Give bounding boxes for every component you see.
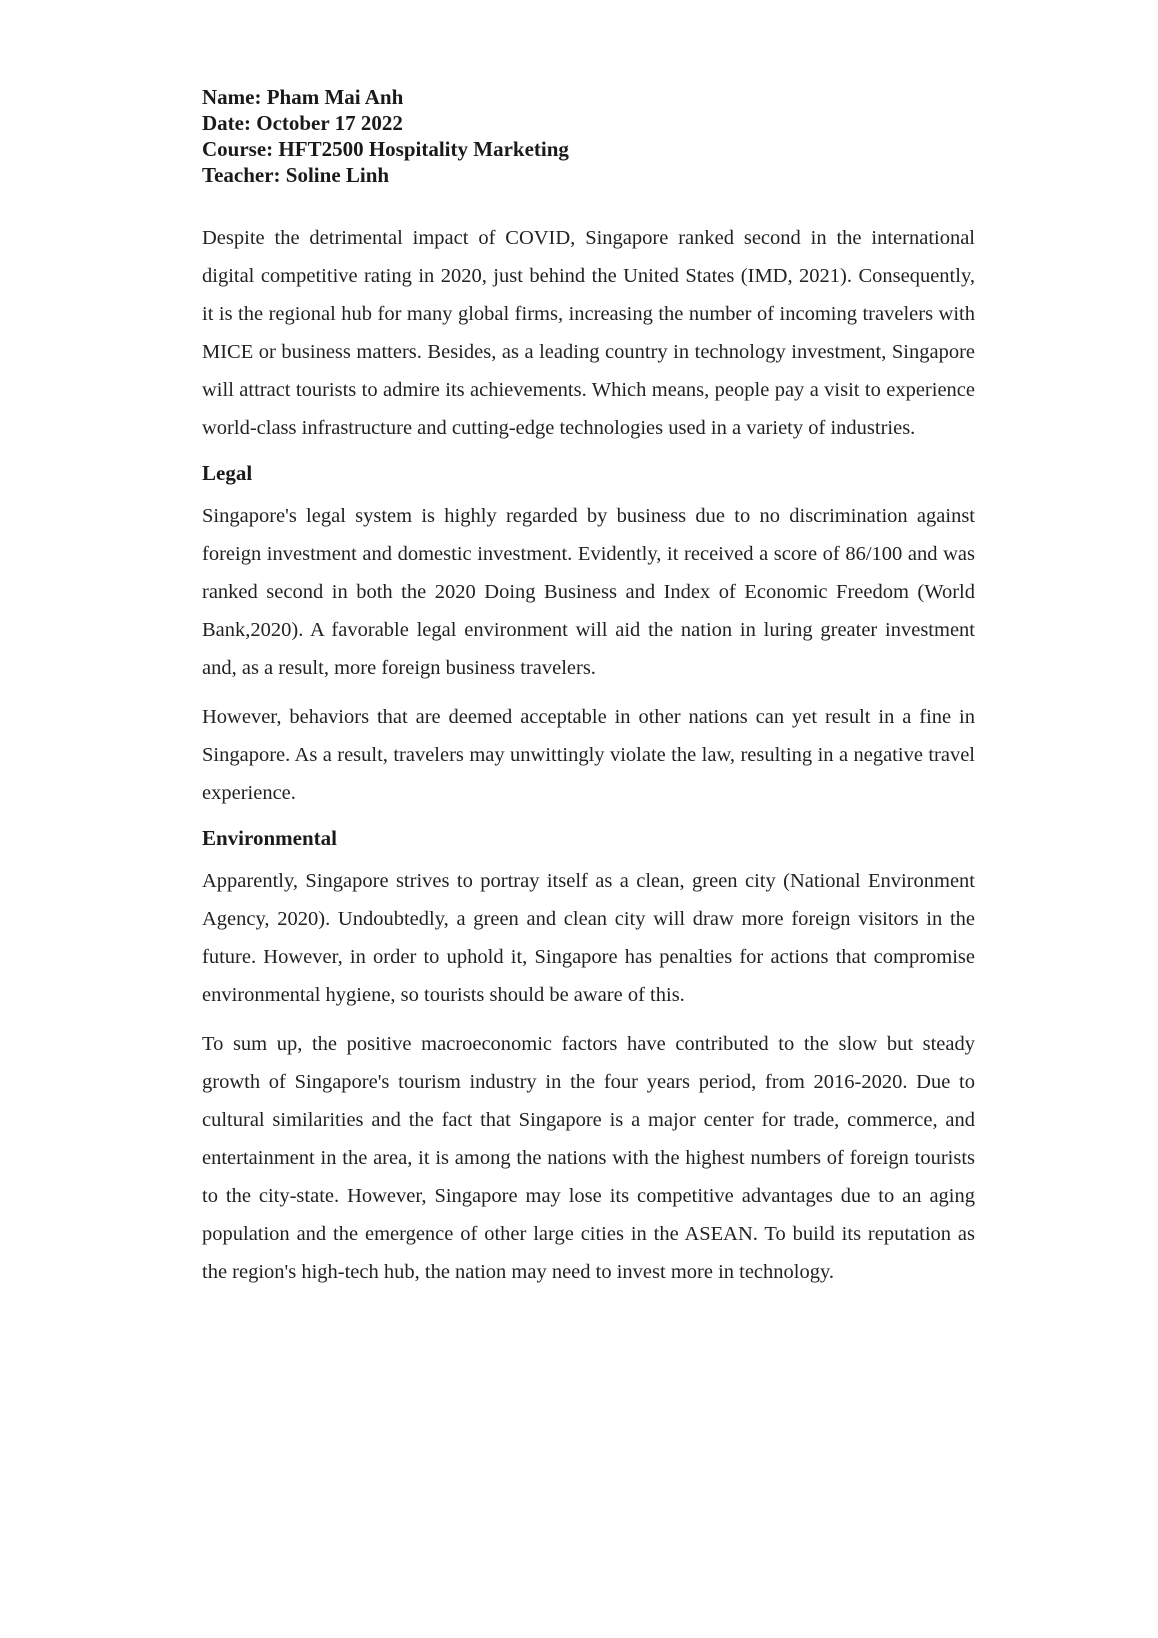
header-line-teacher (202, 162, 975, 188)
paragraph-intro: Despite the detrimental impact of COVID, Singapore ranked second in the international digital competitive rating in 2020, just behind the United States (IMD, 2021). Consequently, it is the regional hub for many global firms, increasing the number of incoming travelers with MICE or business matters. Besides, as a leading country in technology investment, Singapore will attract tourists to admire its achievements. Which means, people pay a visit to experience world-class infrastructure and cutting-edge technologies used in a variety of industries. (202, 227, 975, 439)
section-heading-legal: Legal (202, 461, 253, 485)
header-name-value: Pham Mai Anh (266, 85, 404, 109)
paragraph-legal-2: However, behaviors that are deemed acceptable in other nations can yet result in a fine in Singapore. As a result, travelers may unwittingly violate the law, resulting in a negative travel experience. (202, 706, 975, 804)
header-date-value: October 17 2022 (256, 111, 403, 135)
header-course-label: Course: (202, 137, 274, 161)
header-line-date (202, 110, 975, 136)
header-line-course (202, 136, 975, 162)
section-heading-environmental: Environmental (202, 826, 337, 850)
header-course-value: HFT2500 Hospitality Marketing (278, 137, 569, 161)
header-teacher-label: Teacher: (202, 163, 281, 187)
paragraph-conclusion: To sum up, the positive macroeconomic factors have contributed to the slow but steady growth of Singapore's tourism industry in the four years period, from 2016-2020. Due to cultural similarities and the fact that Singapore is a major center for trade, commerce, and entertainment in the area, it is among the nations with the highest numbers of foreign tourists to the city-state. However, Singapore may lose its competitive advantages due to an aging population and the emergence of other large cities in the ASEAN. To build its reputation as the region's high-tech hub, the nation may need to invest more in technology. (202, 1033, 975, 1283)
header-name-label: Name: (202, 85, 262, 109)
header-line-name (202, 84, 975, 110)
paragraph-legal-1: Singapore's legal system is highly regarded by business due to no discrimination against foreign investment and domestic investment. Evidently, it received a score of 86/100 and was ranked second in both the 2020 Doing Business and Index of Economic Freedom (World Bank,2020). A favorable legal environment will aid the nation in luring greater investment and, as a result, more foreign business travelers. (202, 505, 975, 679)
header-date-label: Date: (202, 111, 251, 135)
header-teacher-value: Soline Linh (285, 163, 390, 187)
paragraph-environmental: Apparently, Singapore strives to portray itself as a clean, green city (National Environment Agency, 2020). Undoubtedly, a green and clean city will draw more foreign visitors in the future. However, in order to uphold it, Singapore has penalties for actions that compromise environmental hygiene, so tourists should be aware of this. (202, 870, 975, 1006)
document-header (202, 84, 975, 188)
